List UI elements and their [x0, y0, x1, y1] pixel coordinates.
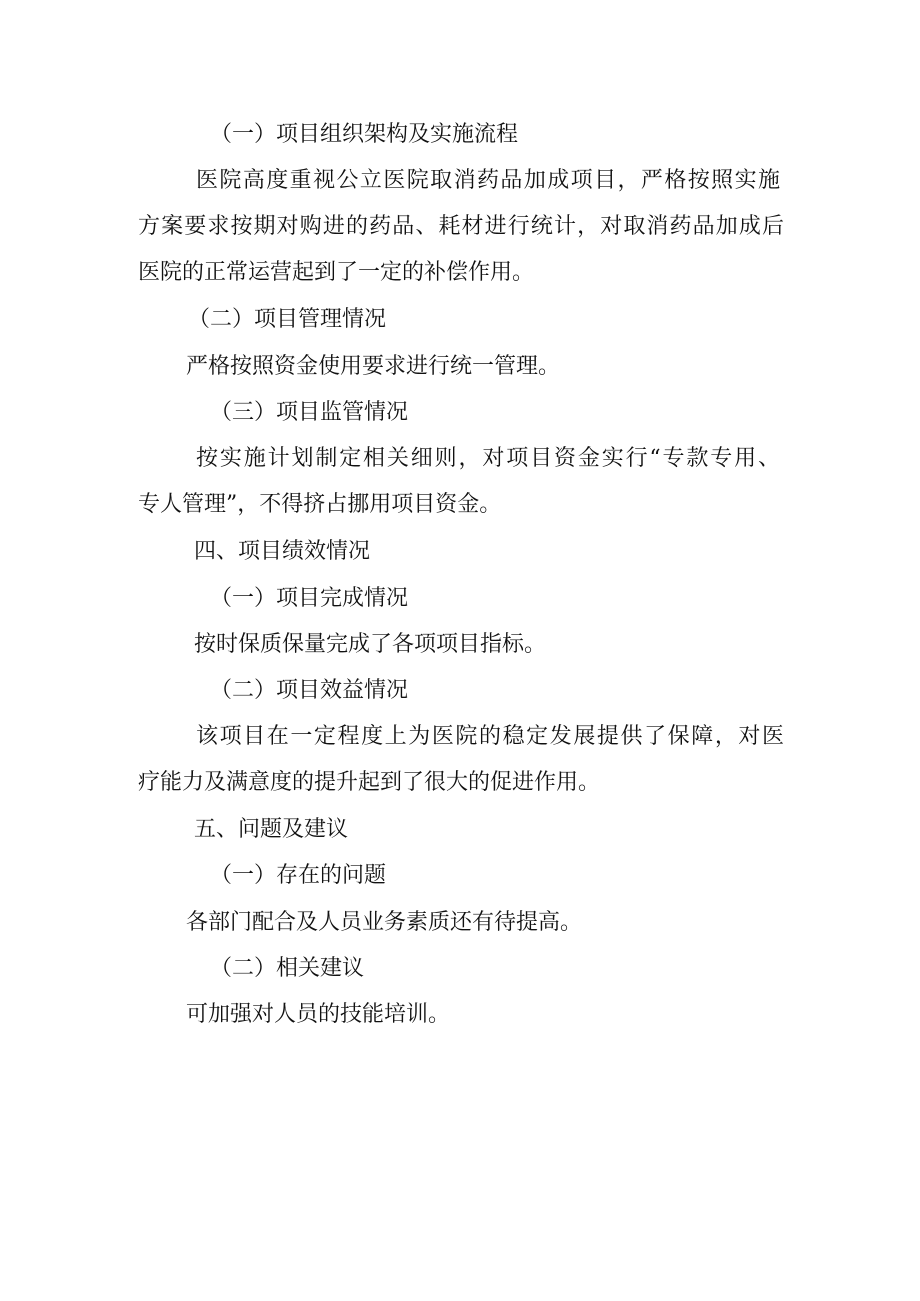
subheading-existing-problems: （一）存在的问题: [210, 863, 387, 888]
paragraph-line: 各部门配合及人员业务素质还有待提高。: [186, 910, 583, 935]
paragraph-line: 医院高度重视公立医院取消药品加成项目，严格按照实施: [196, 168, 780, 193]
section-heading-issues: 五、问题及建议: [194, 817, 349, 842]
section-heading-performance: 四、项目绩效情况: [194, 539, 371, 564]
subheading-benefits: （二）项目效益情况: [210, 678, 409, 703]
paragraph-line: 医院的正常运营起到了一定的补偿作用。: [138, 260, 535, 285]
paragraph-line: 按时保质保量完成了各项项目指标。: [194, 632, 547, 657]
paragraph-line: 疗能力及满意度的提升起到了很大的促进作用。: [138, 770, 601, 795]
paragraph-line: 可加强对人员的技能培训。: [186, 1002, 451, 1027]
subheading-completion: （一）项目完成情况: [210, 586, 409, 611]
subheading-project-supervision: （三）项目监管情况: [210, 400, 409, 425]
paragraph-line: 严格按照资金使用要求进行统一管理。: [186, 354, 561, 379]
paragraph-line: 该项目在一定程度上为医院的稳定发展提供了保障，对医: [196, 724, 784, 749]
subheading-suggestions: （二）相关建议: [210, 956, 365, 981]
paragraph-line: 方案要求按期对购进的药品、耗材进行统计，对取消药品加成后: [138, 214, 784, 239]
paragraph-line: 按实施计划制定相关细则，对项目资金实行“专款专用、: [196, 446, 780, 471]
subheading-org-structure: （一）项目组织架构及实施流程: [210, 122, 519, 147]
paragraph-line: 专人管理”，不得挤占挪用项目资金。: [138, 492, 502, 517]
subheading-project-management: （二）项目管理情况: [188, 307, 387, 332]
